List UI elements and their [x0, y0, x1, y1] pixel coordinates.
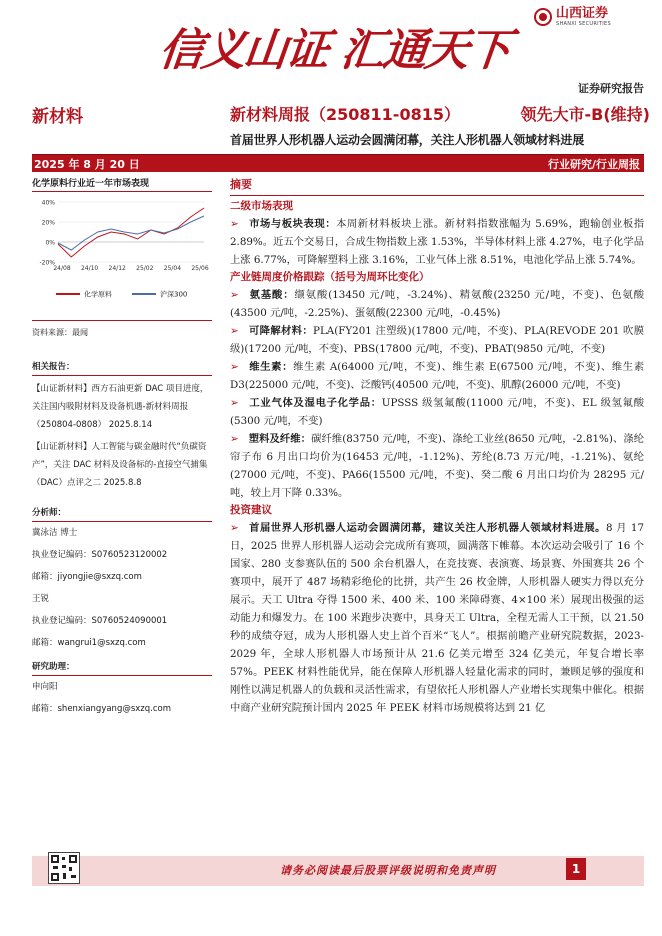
x-tick-label: 25/06 [191, 265, 209, 272]
section-heading: 产业链周度价格跟踪（括号为周环比变化） [230, 271, 430, 283]
related-heading: 相关报告： [32, 360, 212, 376]
y-tick-label: -20% [39, 259, 55, 267]
slogan: 信义山证 汇通天下 [156, 25, 512, 76]
doc-subtitle: 首届世界人形机器人运动会圆满闭幕，关注人形机器人领域材料进展 [230, 133, 585, 147]
x-tick-label: 24/08 [53, 265, 71, 272]
chart-source: 资料来源：最闻 [32, 320, 212, 338]
analyst-code: 执业登记编码：S0760523120002 [32, 550, 168, 560]
price-paragraph: ➢ 维生素：维生素 A(64000 元/吨，不变)、维生素 E(67500 元/吨，不变)、维生素 D3(225000 元/吨，不变)、泛酸钙(40500 元/吨，不变)、肌醇(26000 元/吨，不变) [230, 361, 644, 391]
price-paragraph: ➢ 塑料及纤维：碳纤维(83750 元/吨，不变)、涤纶工业丝(8650 元/吨，-2.81%)、涤纶帘子布 6 月出口均价为(16453 元/吨，-1.12%)、芳纶(8.73 万元/吨，-1.21%)、氨纶(27000 元/吨，不变)、PA66(15500 元/吨，不变)、癸二酸 6 月出口均价为 28295 元/吨，较上月下降 0.33%。 [230, 433, 645, 499]
disclaimer[interactable]: 请务必阅读最后股票评级说明和免责声明 [280, 864, 496, 877]
analyst-heading: 分析师： [32, 506, 212, 522]
price-paragraph: ➢ 氨基酸：缬氨酸(13450 元/吨，-3.24%)、精氨酸(23250 元/吨，不变)、色氨酸(43500 元/吨，-2.25%)、蛋氨酸(22300 元/吨，-0.45%) [230, 289, 644, 319]
arrow-icon: ➢ [230, 289, 239, 301]
report-date: 2025 年 8 月 20 日 [34, 158, 140, 171]
arrow-icon: ➢ [230, 433, 239, 445]
related-report[interactable]: 【山证新材料】人工智能与碳金融时代“负碳资产”，关注 DAC 材料及设备标的-直接空气捕集（DAC）点评之二 2025.8.8 [32, 442, 208, 488]
logo-name-en: SHANXI SECURITIES [556, 21, 611, 27]
x-tick-label: 24/10 [80, 265, 99, 272]
assistant-email[interactable]: 邮箱：shenxiangyang@sxzq.com [32, 704, 172, 714]
market-paragraph: ➢ 市场与板块表现：本周新材料板块上涨。新材料指数涨幅为 5.69%，跑输创业板指 2.89%。近五个交易日，合成生物指数上涨 1.53%，半导体材料上涨 4.27%，电子化学品上涨 6.77%，可降解塑料上涨 3.16%，工业气体上涨 8.51%，电池化学品上涨 5.74%。 [230, 218, 645, 266]
price-paragraph: ➢ 工业气体及湿电子化学品：UPSSS 级氢氟酸(11000 元/吨，不变)、EL 级氢氟酸(5300 元/吨，不变) [230, 397, 644, 427]
company-logo [534, 7, 611, 27]
assistant-name: 申向阳 [32, 682, 58, 692]
x-tick-label: 25/04 [163, 265, 182, 272]
y-tick-label: 40% [41, 199, 55, 207]
sector-label: 新材料 [32, 107, 83, 127]
section-heading: 二级市场表现 [230, 200, 293, 212]
arrow-icon: ➢ [230, 361, 239, 373]
analyst-name: 冀泳洁 博士 [32, 528, 78, 538]
chart-svg [32, 194, 212, 312]
report-type: 证券研究报告 [578, 82, 644, 95]
left-column [32, 176, 212, 720]
investment-paragraph: ➢ 首届世界人形机器人运动会圆满闭幕，建议关注人形机器人领域材料进展。8 月 17 日，2025 世界人形机器人运动会完成所有赛项，圆满落下帷幕。本次运动会吸引了 16 个国家、280 支参赛队伍的 500 余台机器人，在竞技赛、表演赛、场景赛、外围赛共 26 个赛项中，展开了 487 场精彩绝伦的比拼，共产生 26 枚金牌，人形机器人硬实力得以充分展示。天工 Ultra 夺得 1500 米、400 米、100 米障碍赛、4×100 米）展现出极强的运动能力和爆发力。在 100 米跑步决赛中，具身天工 Ultra，全程无需人工干预，以 21.50 秒的成绩夺冠，成为人形机器人史上首个百米“飞人”。根据前瞻产业研究院数据，2023-2029 年，全球人形机器人市场预计从 21.6 亿美元增至 324 亿美元，年复合增长率 57%。PEEK 材料性能优异，能在保障人形机器人轻量化需求的同时，兼顾足够的强度和刚性以满足机器人的负载和灵活性需求，有望依托人形机器人产业增长实现集中催化。根据中商产业研究院预计国内 2025 年 PEEK 材料市场规模将达到 21 亿 [230, 522, 644, 714]
report-category: 行业研究/行业周报 [547, 158, 640, 171]
series-line [58, 216, 204, 250]
arrow-icon: ➢ [230, 397, 239, 409]
qr-code-icon [48, 852, 80, 884]
summary-heading: 摘要 [230, 176, 644, 196]
header [0, 0, 662, 96]
arrow-icon: ➢ [230, 522, 239, 534]
arrow-icon: ➢ [230, 218, 239, 230]
y-tick-label: 20% [41, 219, 55, 227]
rating: 领先大市-B(维持) [520, 105, 650, 124]
market-chart [32, 194, 212, 312]
chart-title: 化学原料行业近一年市场表现 [32, 176, 212, 192]
y-tick-label: 0% [45, 239, 55, 247]
related-report[interactable]: 【山证新材料】西方石油更新 DAC 项目进度，关注国内吸附材料及设备机遇-新材料周报（250804-0808） 2025.8.14 [32, 384, 209, 430]
page-number: 1 [566, 858, 586, 880]
x-tick-label: 24/12 [108, 265, 126, 272]
doc-title: 新材料周报（250811-0815） [230, 105, 460, 124]
arrow-icon: ➢ [230, 325, 239, 337]
section-heading: 投资建议 [230, 504, 272, 516]
logo-name-cn: 山西证券 [556, 6, 609, 21]
legend-label: 沪深300 [160, 290, 188, 299]
analyst-email[interactable]: 邮箱：jiyongjie@sxzq.com [32, 572, 142, 582]
x-tick-label: 25/02 [136, 265, 154, 272]
analyst-name: 王锐 [32, 594, 50, 604]
price-paragraph: ➢ 可降解材料：PLA(FY201 注塑级)(17800 元/吨，不变)、PLA(REVODE 201 吹膜级)(17200 元/吨，不变)、PBS(17800 元/吨，不变)、PBAT(9850 元/吨，不变) [230, 325, 644, 355]
legend-label: 化学原料 [84, 290, 112, 299]
assistant-heading: 研究助理： [32, 660, 212, 676]
logo-icon [534, 8, 552, 26]
summary-column [230, 176, 644, 717]
analyst-email[interactable]: 邮箱：wangrui1@sxzq.com [32, 638, 146, 648]
analyst-code: 执业登记编码：S0760524090001 [32, 616, 168, 626]
